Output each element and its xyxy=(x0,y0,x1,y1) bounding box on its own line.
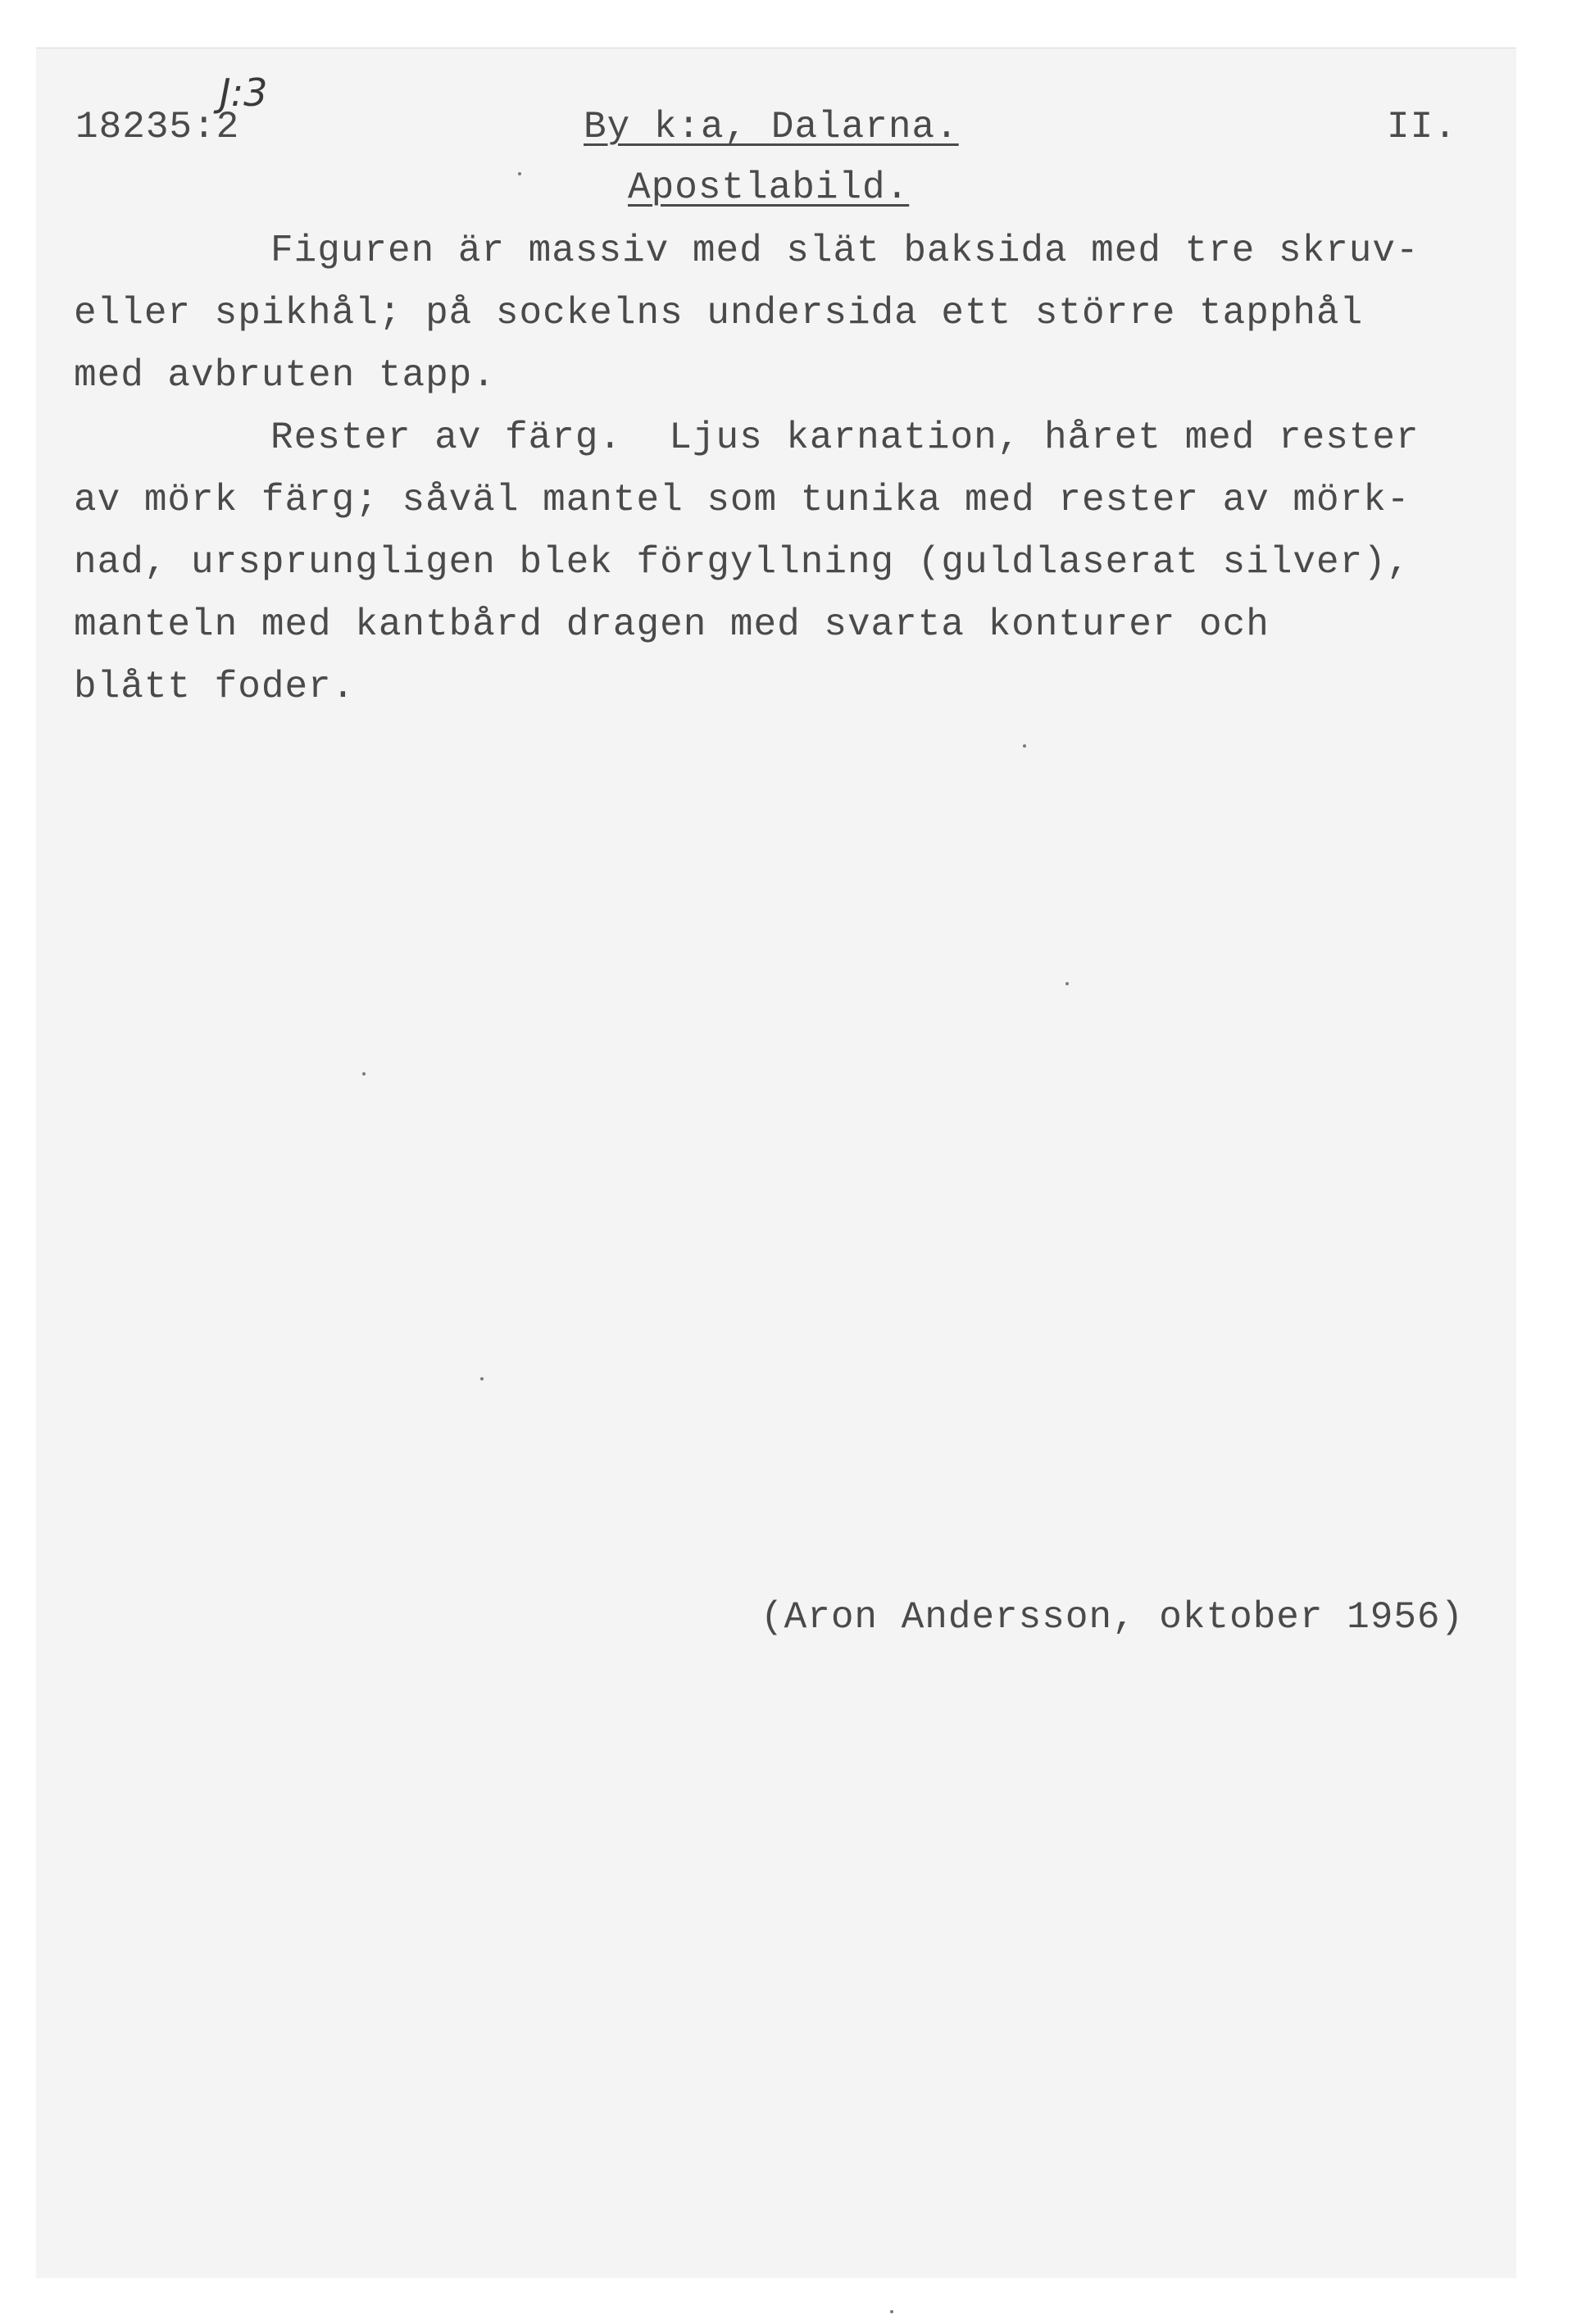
text-line: Rester av färg. Ljus karnation, håret med rester xyxy=(270,416,1420,459)
text-line: blått foder. xyxy=(74,666,356,708)
text-line: med avbruten tapp. xyxy=(74,354,496,397)
paper-speck xyxy=(480,1377,484,1380)
catalog-number: 18235:2 xyxy=(75,106,240,148)
paper-speck xyxy=(518,172,521,175)
description-text xyxy=(74,220,1516,718)
text-line: nad, ursprungligen blek förgyllning (guldlaserat silver), xyxy=(74,541,1411,584)
subject-heading: Apostlabild. xyxy=(628,166,910,209)
author-signature: (Aron Andersson, oktober 1956) xyxy=(761,1596,1465,1639)
paper-speck xyxy=(362,1072,366,1076)
location-heading: By k:a, Dalarna. xyxy=(584,106,959,148)
text-line: manteln med kantbård dragen med svarta konturer och xyxy=(74,603,1270,646)
text-line: av mörk färg; såväl mantel som tunika med rester av mörk- xyxy=(74,479,1411,521)
text-line: eller spikhål; på sockelns undersida ett större tapphål xyxy=(74,292,1364,334)
paper-speck xyxy=(890,2310,893,2313)
card-number: II. xyxy=(1387,106,1457,148)
paper-speck xyxy=(1065,982,1069,985)
handwritten-mark: J:3 xyxy=(220,70,268,115)
text-line: Figuren är massiv med slät baksida med tre skruv- xyxy=(270,230,1420,272)
paper-speck xyxy=(1023,744,1026,748)
